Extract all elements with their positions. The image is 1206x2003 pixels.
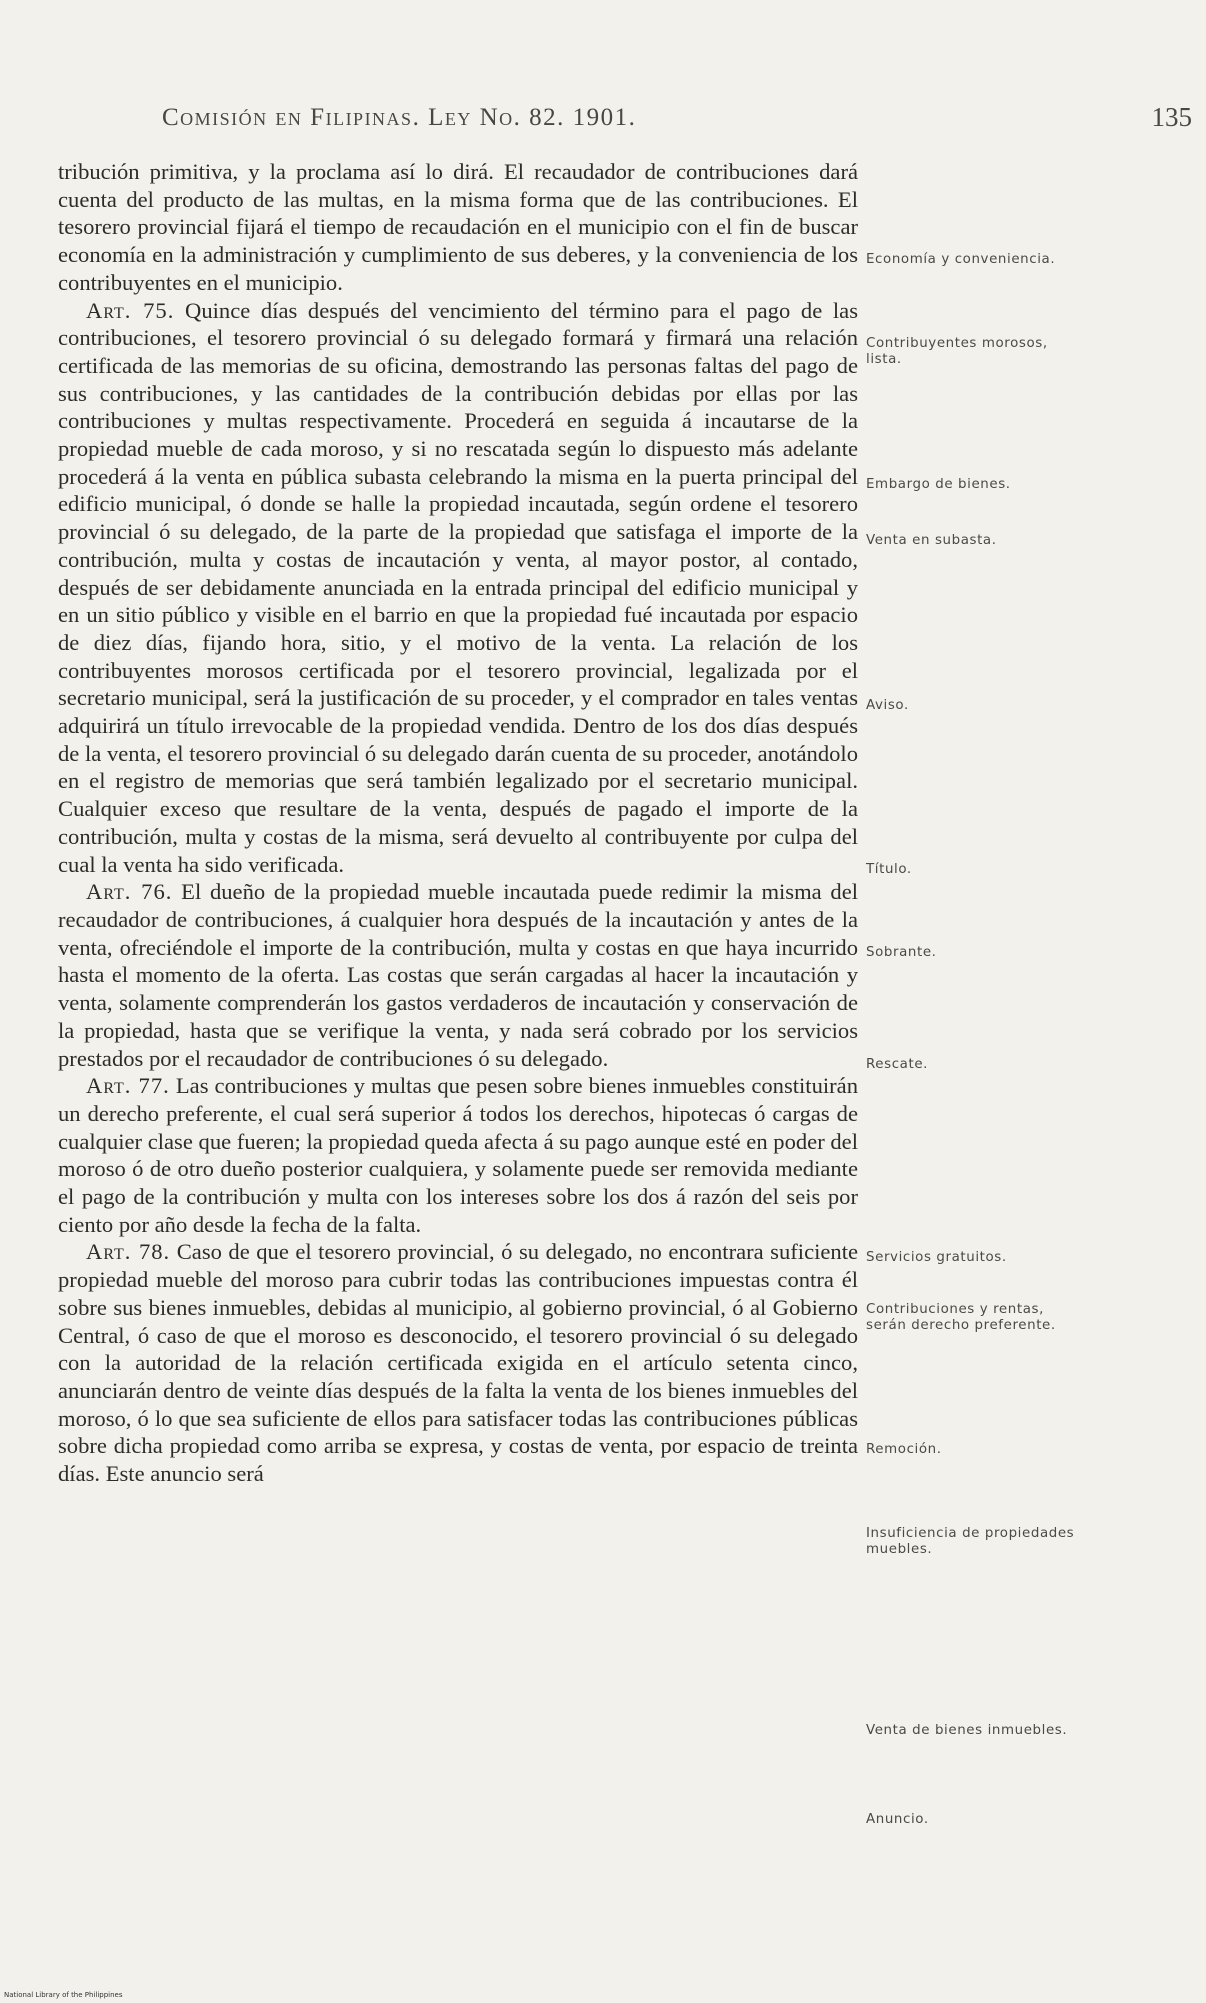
margin-note-sobrante: Sobrante.	[866, 945, 937, 960]
running-title: Comisión en Filipinas. Ley No. 82. 1901.	[162, 104, 637, 131]
article-75	[58, 297, 858, 879]
margin-note-remocion: Remoción.	[866, 1442, 942, 1457]
article-label: Art. 78.	[86, 1239, 171, 1265]
running-header	[162, 104, 1192, 144]
article-label: Art. 77.	[86, 1073, 170, 1099]
paragraph-text: Caso de que el tesorero provincial, ó su delegado, no encontrara suficiente propiedad mueble del moroso para cubrir todas las contribuciones impuestas contra él sobre sus bienes inmuebles, debidas al municipio, al gobierno provincial, ó al Gobierno Central, ó caso de que el moroso es desconocido, el tesorero provincial ó su delegado con la autoridad de la relación certificada exigida en el artículo setenta cinco, anunciarán dentro de veinte días después de la falta la venta de los bienes inmuebles del moroso, ó lo que sea suficiente de ellos para satisfacer todas las contribuciones públicas sobre dicha propiedad como arriba se expresa, y costas de venta, por espacio de treinta días. Este anuncio será	[58, 1239, 859, 1487]
margin-note-venta-inmuebles: Venta de bienes inmuebles.	[866, 1723, 1068, 1738]
margin-note-venta-subasta: Venta en subasta.	[866, 533, 997, 548]
margin-note-contribuyentes: Contribuyentes morosos, lista.	[866, 336, 1048, 367]
article-label: Art. 75.	[86, 297, 175, 323]
paragraph-text: Quince días después del vencimiento del término para el pago de las contribuciones, el tesorero provincial ó su delegado formará y firmará una relación certificada de las memorias de su oficina, demostrando las personas faltas del pago de sus contribuciones, y las cantidades de la contribución debidas por ellas por las contribuciones y multas respectivamente. Procederá en seguida á incautarse de la propiedad mueble de cada moroso, y si no rescatada según lo dispuesto más adelante procederá á la venta en pública subasta celebrando la misma en la puerta principal del edificio municipal, ó donde se halle la propiedad incautada, según ordene el tesorero provincial ó su delegado, de la parte de la propiedad que satisfaga el importe de la contribución, multa y costas de incautación y venta, al mayor postor, al contado, después de ser debidamente anunciada en la entrada principal del edificio municipal y en un sitio público y visible en el barrio en que la propiedad fué incautada por espacio de diez días, fijando hora, sitio, y el motivo de la venta. La relación de los contribuyentes morosos certificada por el tesorero provincial, legalizada por el secretario municipal, será la justificación de su proceder, y el comprador en tales ventas adquirirá un título irrevocable de la propiedad vendida. Dentro de los dos días después de la venta, el tesorero provincial ó su delegado darán cuenta de su proceder, anotándolo en el registro de memorias que será también legalizado por el secretario municipal. Cualquier exceso que resultare de la venta, después de pagado el importe de la contribución, multa y costas de la misma, será devuelto al contribuyente por culpa del cual la venta ha sido verificada.	[58, 297, 858, 877]
margin-note-titulo: Título.	[866, 862, 912, 877]
margin-note-embargo: Embargo de bienes.	[866, 477, 1011, 492]
main-text	[58, 158, 858, 1488]
page-number: 135	[1151, 102, 1192, 132]
article-77	[58, 1072, 858, 1238]
article-76	[58, 878, 858, 1072]
margin-note-economia: Economía y conveniencia.	[866, 252, 1056, 267]
margin-note-aviso: Aviso.	[866, 698, 909, 713]
article-label: Art. 76.	[86, 879, 173, 905]
margin-note-anuncio: Anuncio.	[866, 1812, 929, 1827]
margin-note-derecho-preferente: Contribuciones y rentas, serán derecho preferente.	[866, 1302, 1056, 1333]
paragraph-continuation	[58, 158, 858, 297]
article-78	[58, 1238, 858, 1487]
margin-note-rescate: Rescate.	[866, 1057, 929, 1072]
margin-note-servicios: Servicios gratuitos.	[866, 1250, 1007, 1265]
margin-note-insuficiencia: Insuficiencia de propiedades muebles.	[866, 1526, 1075, 1557]
paragraph-text: tribución primitiva, y la proclama así lo dirá. El recaudador de contribuciones dará cuenta del producto de las multas, en la misma forma que de las contribuciones. El tesorero provincial fijará el tiempo de recaudación en el municipio con el fin de buscar economía en la administración y cumplimiento de sus deberes, y la conveniencia de los contribuyentes en el municipio.	[58, 159, 858, 295]
footer-credit: National Library of the Philippines	[4, 1991, 123, 1999]
paragraph-text: El dueño de la propiedad mueble incautada puede redimir la misma del recaudador de contribuciones, á cualquier hora después de la incautación y antes de la venta, ofreciéndole el importe de la contribución, multa y costas en que haya incurrido hasta el momento de la oferta. Las costas que serán cargadas al hacer la incautación y venta, solamente comprenderán los gastos verdaderos de incautación y conservación de la propiedad, hasta que se verifique la venta, y nada será cobrado por los servicios prestados por el recaudador de contribuciones ó su delegado.	[58, 879, 859, 1071]
paragraph-text: Las contribuciones y multas que pesen sobre bienes inmuebles constituirán un derecho preferente, el cual será superior á todos los derechos, hipotecas ó cargas de cualquier clase que fueren; la propiedad queda afecta á su pago aunque esté en poder del moroso ó de otro dueño posterior cualquiera, y solamente puede ser removida mediante el pago de la contribución y multa con los intereses sobre los dos á razón del seis por ciento por año desde la fecha de la falta.	[58, 1073, 858, 1237]
